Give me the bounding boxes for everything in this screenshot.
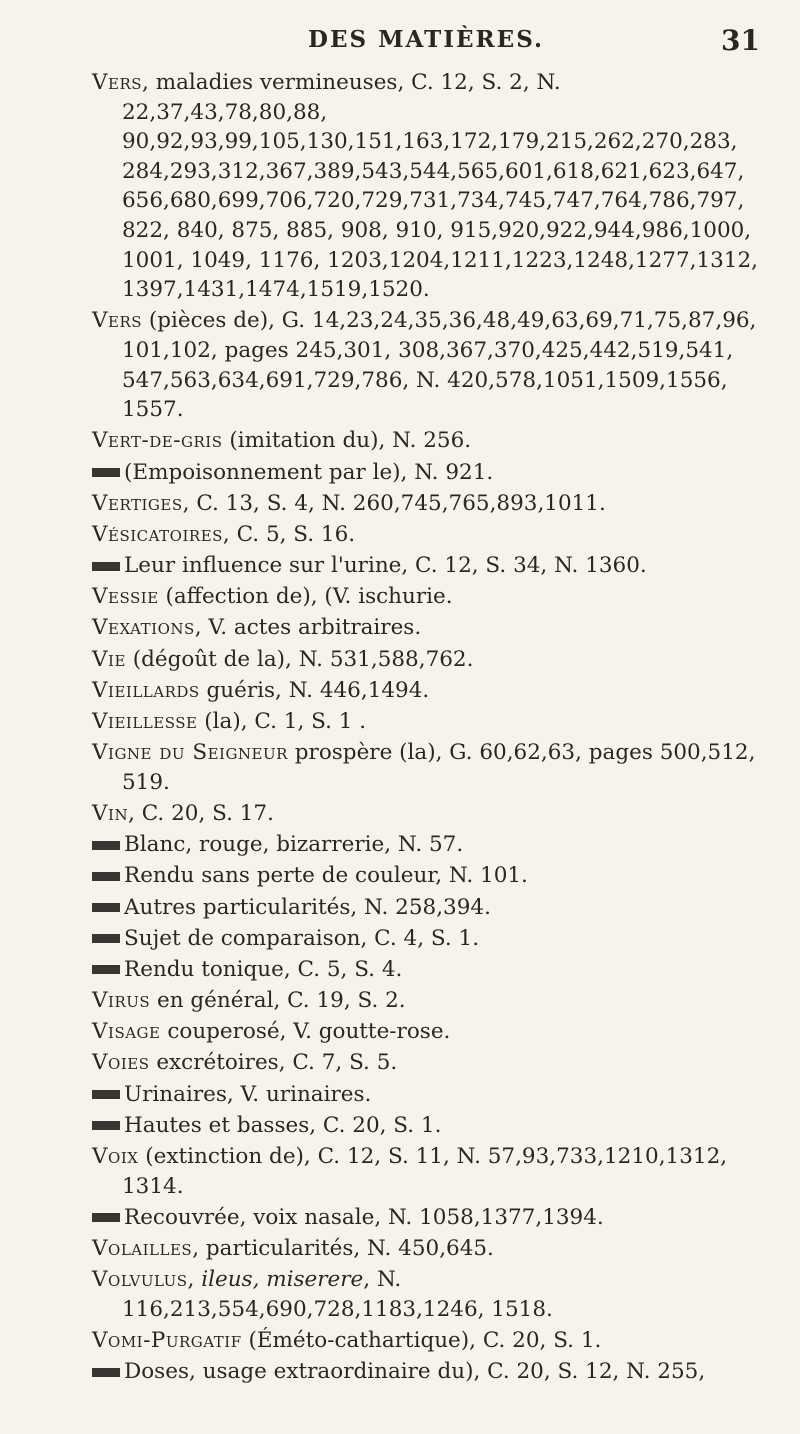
index-subentry — [92, 1357, 760, 1387]
entry-heading: Vésicatoires — [92, 521, 223, 547]
index-entry — [92, 306, 760, 424]
index-entry — [92, 613, 760, 643]
entry-heading: Visage — [92, 1019, 161, 1045]
ditto-dash — [92, 1090, 120, 1099]
entry-italic: ileus, miserere — [201, 1267, 364, 1293]
running-title: DES MATIÈRES. — [308, 26, 544, 53]
entry-heading: Volailles — [92, 1236, 193, 1261]
ditto-dash — [92, 562, 120, 571]
index-entry — [92, 520, 760, 550]
entry-heading: Vin — [92, 800, 129, 826]
entry-heading: Vie — [92, 646, 126, 672]
index-entry — [92, 707, 760, 737]
entry-text: Hautes et basses, C. 20, S. 1. — [124, 1112, 442, 1138]
entry-text: (la), C. 1, S. 1 . — [197, 709, 367, 734]
index-entry — [92, 489, 760, 519]
index-subentry — [92, 893, 760, 923]
entry-text: (imitation du), N. 256. — [222, 428, 472, 454]
index-entry — [92, 645, 760, 675]
index-entry — [92, 1326, 760, 1356]
entry-text: Urinaires, V. urinaires. — [124, 1081, 372, 1107]
entry-text: (pièces de), G. 14,23,24,35,36,48,49,63,69,71,75,87,96, 101,102, pages 245,301, 308,367,370,425,442,519,541, 547,563,634,691,729,786, N. 420,578,1051,1509,1556, 1557. — [122, 308, 757, 423]
index-entries — [92, 68, 760, 1387]
entry-heading: Vieillesse — [92, 709, 198, 734]
entry-heading: Vers — [92, 308, 143, 334]
entry-heading: Virus — [92, 988, 151, 1014]
entry-text: , maladies vermineuses, C. 12, S. 2, N. 22,37,43,78,80,88, 90,92,93,99,105,130,151,163,172,179,215,262,270,283, 284,293,312,367,389,543,544,565,601,618,621,623,647, 656,680,699,706,720,729,731,734,745,747,764,786,797, 822, 840, 875, 885, 908, 910, 915,920,922,944,986,1000, 1001, 1049, 1176, 1203,1204,1211,1223,1248,1277,1312, 1397,1431,1474,1519,1520. — [122, 70, 759, 303]
page-number: 31 — [721, 24, 760, 57]
index-subentry — [92, 458, 760, 488]
entry-heading: Vertiges — [92, 490, 183, 516]
index-entry — [92, 676, 760, 706]
index-entry: Volvulus, ileus, miserere, N. 116,213,554,690,728,1183,1246, 1518. — [92, 1267, 553, 1322]
ditto-dash — [92, 468, 120, 477]
ditto-dash — [92, 1368, 120, 1377]
entry-heading: Vexations — [92, 615, 195, 641]
entry-heading: Vomi-Purgatif — [92, 1327, 242, 1353]
entry-text: (Éméto-cathartique), C. 20, S. 1. — [241, 1327, 602, 1353]
entry-text: , V. actes arbitraires. — [194, 615, 422, 641]
entry-text: guéris, N. 446,1494. — [199, 677, 430, 703]
index-entry — [92, 986, 760, 1016]
index-entry — [92, 1142, 760, 1201]
entry-heading: Vessie — [92, 584, 159, 610]
entry-text: prospère (la), G. 60,62,63, pages 500,512, 519. — [122, 740, 756, 795]
index-subentry — [92, 551, 760, 581]
index-entry — [92, 1048, 760, 1078]
ditto-dash — [92, 872, 120, 881]
entry-text: Recouvrée, voix nasale, N. 1058,1377,1394. — [124, 1204, 604, 1230]
entry-text: Autres particularités, N. 258,394. — [124, 894, 491, 920]
entry-heading: Voix — [92, 1144, 139, 1170]
entry-text: (extinction de), C. 12, S. 11, N. 57,93,733,1210,1312, 1314. — [122, 1144, 728, 1199]
entry-text: , N. 116,213,554,690,728,1183,1246, 1518. — [122, 1267, 553, 1322]
index-subentry — [92, 924, 760, 954]
ditto-dash — [92, 903, 120, 912]
entry-text: couperosé, V. goutte-rose. — [160, 1019, 451, 1045]
index-subentry — [92, 955, 760, 985]
index-subentry — [92, 1111, 760, 1141]
entry-heading: Vert-de-gris — [92, 428, 223, 454]
ditto-dash — [92, 1213, 120, 1222]
index-entry — [92, 68, 760, 305]
entry-text: Leur influence sur l'urine, C. 12, S. 34, N. 1360. — [124, 553, 647, 579]
entry-text: (Empoisonnement par le), N. 921. — [124, 459, 494, 485]
ditto-dash — [92, 841, 120, 850]
entry-text: Blanc, rouge, bizarrerie, N. 57. — [124, 832, 464, 858]
index-subentry — [92, 861, 760, 891]
index-subentry — [92, 830, 760, 860]
entry-heading: Vers — [92, 70, 143, 95]
entry-text: en général, C. 19, S. 2. — [150, 988, 406, 1014]
ditto-dash — [92, 934, 120, 943]
page-header — [92, 24, 760, 58]
index-entry — [92, 738, 760, 797]
entry-heading: Vigne du Seigneur — [92, 740, 288, 766]
entry-heading: Volvulus — [92, 1267, 188, 1293]
entry-text: Rendu tonique, C. 5, S. 4. — [124, 956, 403, 982]
entry-text: , C. 13, S. 4, N. 260,745,765,893,1011. — [182, 490, 606, 516]
entry-text: Rendu sans perte de couleur, N. 101. — [124, 863, 528, 889]
entry-text: (dégoût de la), N. 531,588,762. — [125, 646, 474, 672]
ditto-dash — [92, 1121, 120, 1130]
index-entry — [92, 582, 760, 612]
index-entry — [92, 1017, 760, 1047]
entry-text: , C. 5, S. 16. — [222, 521, 356, 547]
entry-text: (affection de), (V. ischurie. — [158, 584, 453, 610]
index-entry — [92, 799, 760, 829]
entry-heading: Voies — [92, 1050, 150, 1076]
entry-heading: Vieillards — [92, 677, 200, 703]
entry-text: Sujet de comparaison, C. 4, S. 1. — [124, 925, 480, 951]
index-entry — [92, 1234, 760, 1264]
entry-text: excrétoires, C. 7, S. 5. — [149, 1050, 398, 1076]
index-subentry — [92, 1080, 760, 1110]
entry-text: Doses, usage extraordinaire du), C. 20, S. 12, N. 255, — [124, 1359, 706, 1385]
entry-text: , C. 20, S. 17. — [128, 800, 274, 826]
index-entry — [92, 426, 760, 456]
ditto-dash — [92, 965, 120, 974]
entry-text: , particularités, N. 450,645. — [192, 1236, 494, 1261]
index-subentry — [92, 1203, 760, 1233]
